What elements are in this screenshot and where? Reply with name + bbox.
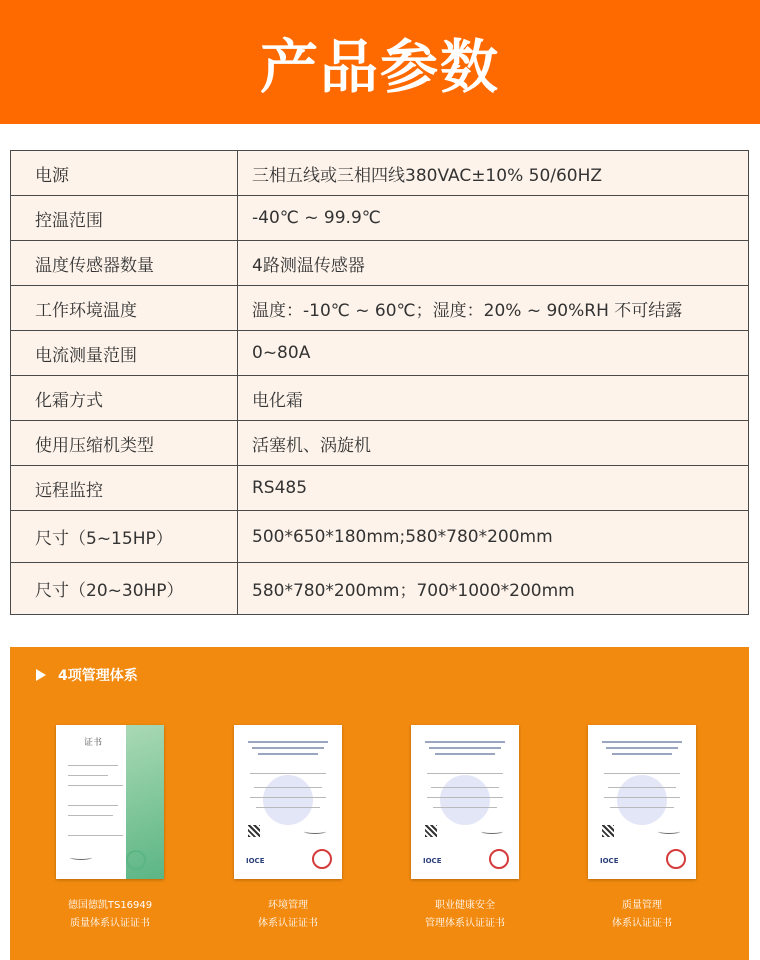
page-title: 产品参数 <box>259 33 500 101</box>
spec-value: 580*780*200mm；700*1000*200mm <box>238 563 749 615</box>
certificate-heading: 证书 <box>84 738 103 748</box>
spec-value: 500*650*180mm;580*780*200mm <box>238 511 749 563</box>
spec-name: 化霜方式 <box>11 376 238 421</box>
table-row <box>11 196 749 241</box>
certificate-caption: 环境管理 体系认证证书 <box>258 900 318 929</box>
iqe-logo: IOCE <box>246 857 265 865</box>
signature <box>304 829 326 834</box>
certificate-seal <box>312 849 332 869</box>
table-row <box>11 376 749 421</box>
spec-name: 尺寸（20~30HP） <box>11 563 238 615</box>
spec-name: 电源 <box>11 151 238 196</box>
spec-name: 工作环境温度 <box>11 286 238 331</box>
iqe-logo: IOCE <box>600 857 619 865</box>
table-row <box>11 331 749 376</box>
spec-value: -40℃ ~ 99.9℃ <box>238 196 749 241</box>
qr-code-icon <box>248 825 260 837</box>
spec-name: 使用压缩机类型 <box>11 421 238 466</box>
spec-value: 三相五线或三相四线380VAC±10% 50/60HZ <box>238 151 749 196</box>
table-row <box>11 241 749 286</box>
signature <box>658 829 680 834</box>
table-row <box>11 563 749 615</box>
spec-name: 温度传感器数量 <box>11 241 238 286</box>
table-row <box>11 466 749 511</box>
certificate-image-quality <box>588 725 696 879</box>
spec-name: 控温范围 <box>11 196 238 241</box>
spec-value: 温度：-10℃ ~ 60℃；湿度：20% ~ 90%RH 不可结露 <box>238 286 749 331</box>
table-row <box>11 286 749 331</box>
spec-value: 0~80A <box>238 331 749 376</box>
certification-title: 4项管理体系 <box>58 668 138 684</box>
spec-value: 电化霜 <box>238 376 749 421</box>
signature <box>70 855 92 860</box>
spec-value: 4路测温传感器 <box>238 241 749 286</box>
spec-table <box>10 150 749 615</box>
certification-panel <box>10 647 749 960</box>
spec-value: RS485 <box>238 466 749 511</box>
spec-value: 活塞机、涡旋机 <box>238 421 749 466</box>
spec-name: 尺寸（5~15HP） <box>11 511 238 563</box>
certificate-image-ohs <box>411 725 519 879</box>
certificate-caption: 职业健康安全 管理体系认证证书 <box>425 900 505 929</box>
certificate-seal <box>126 850 146 870</box>
page-header <box>0 0 760 124</box>
qr-code-icon <box>602 825 614 837</box>
iqe-logo: IOCE <box>423 857 442 865</box>
certificate-caption: 质量管理 体系认证证书 <box>612 900 672 929</box>
play-triangle-icon <box>36 669 46 681</box>
certificate-image-environment <box>234 725 342 879</box>
signature <box>481 829 503 834</box>
table-row <box>11 421 749 466</box>
certificate-caption: 德国德凯TS16949 质量体系认证证书 <box>67 900 153 929</box>
certification-heading <box>36 665 138 685</box>
qr-code-icon <box>425 825 437 837</box>
certificate-seal <box>489 849 509 869</box>
certificate-seal <box>666 849 686 869</box>
table-row <box>11 511 749 563</box>
table-row <box>11 151 749 196</box>
certificate-image-ts16949 <box>56 725 164 879</box>
spec-name: 电流测量范围 <box>11 331 238 376</box>
spec-name: 远程监控 <box>11 466 238 511</box>
